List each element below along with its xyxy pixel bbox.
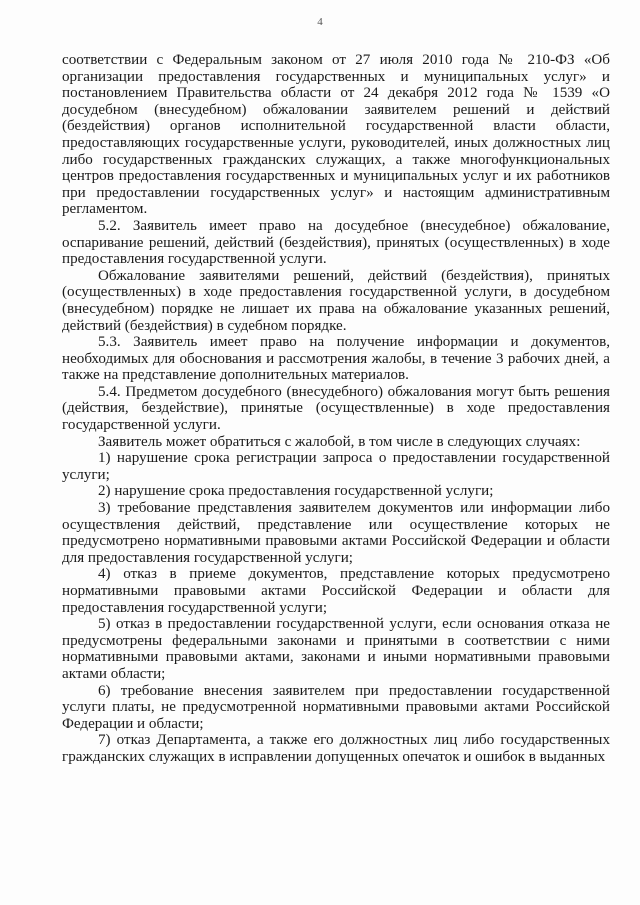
paragraph-cases-intro: Заявитель может обратиться с жалобой, в том числе в следующих случаях:: [98, 433, 581, 450]
list-item-1: 1) нарушение срока регистрации запроса о предоставлении государственной услуги;: [62, 450, 610, 483]
paragraph-5-3: 5.3. Заявитель имеет право на получение информации и документов, необходимых для обоснования и рассмотрения жалобы, в течение 3 рабочих дней, а также на представление дополнительных материалов.: [62, 334, 610, 384]
list-item-4: 4) отказ в приеме документов, представление которых предусмотрено нормативными правовыми актами Российской Федерации и области для предоставления государственной услуги;: [62, 566, 610, 616]
paragraph-5-4: 5.4. Предметом досудебного (внесудебного) обжалования могут быть решения (действия, бездействие), принятые (осуществленные) в ходе предоставления государственной услуги.: [62, 383, 610, 434]
paragraph-appeal-rights: Обжалование заявителями решений, действий (бездействия), принятых (осуществленных) в ходе предоставления государственной услуги, в досудебном (внесудебном) порядке не лишает их права на обжалование указанных решений, действий (бездействия) в судебном порядке.: [62, 267, 610, 334]
list-item-3: 3) требование представления заявителем документов или информации либо осуществления действий, представление или осуществление которых не предусмотрено нормативными правовыми актами Российской Федерации и области для предоставления государственной услуги;: [62, 500, 610, 566]
list-item-2: 2) нарушение срока предоставления государственной услуги;: [98, 483, 494, 500]
document-body: [62, 52, 610, 766]
list-item-7: 7) отказ Департамента, а также его должностных лиц либо государственных гражданских служащих в исправлении допущенных опечаток и ошибок в выданных: [62, 732, 610, 765]
list-item-5: 5) отказ в предоставлении государственной услуги, если основания отказа не предусмотрены федеральными законами и принятыми в соответствии с ними нормативными правовыми актами, законами и иными нормативными правовыми актами области;: [62, 616, 610, 682]
paragraph-5-2: 5.2. Заявитель имеет право на досудебное (внесудебное) обжалование, оспаривание решений, действий (бездействия), принятых (осуществленных) в ходе предоставления государственной услуги.: [62, 217, 610, 268]
paragraph-intro-continuation: соответствии с Федеральным законом от 27 июля 2010 года № 210-ФЗ «Об организации предоставления государственных и муниципальных услуг» и постановлением Правительства области от 24 декабря 2012 года № 1539 «О досудебном (внесудебном) обжаловании заявителем решений и действий (бездействия) органов исполнительной государственной власти области, предоставляющих государственные услуги, руководителей, иных должностных лиц либо государственных гражданских служащих, а также многофункциональных центров предоставления государственных и муниципальных услуг и их работников при предоставлении государственных услуг» и настоящим административным регламентом.: [62, 52, 610, 218]
page-number: 4: [317, 16, 323, 28]
list-item-6: 6) требование внесения заявителем при предоставлении государственной услуги платы, не предусмотренной нормативными правовыми актами Российской Федерации и области;: [62, 682, 610, 732]
